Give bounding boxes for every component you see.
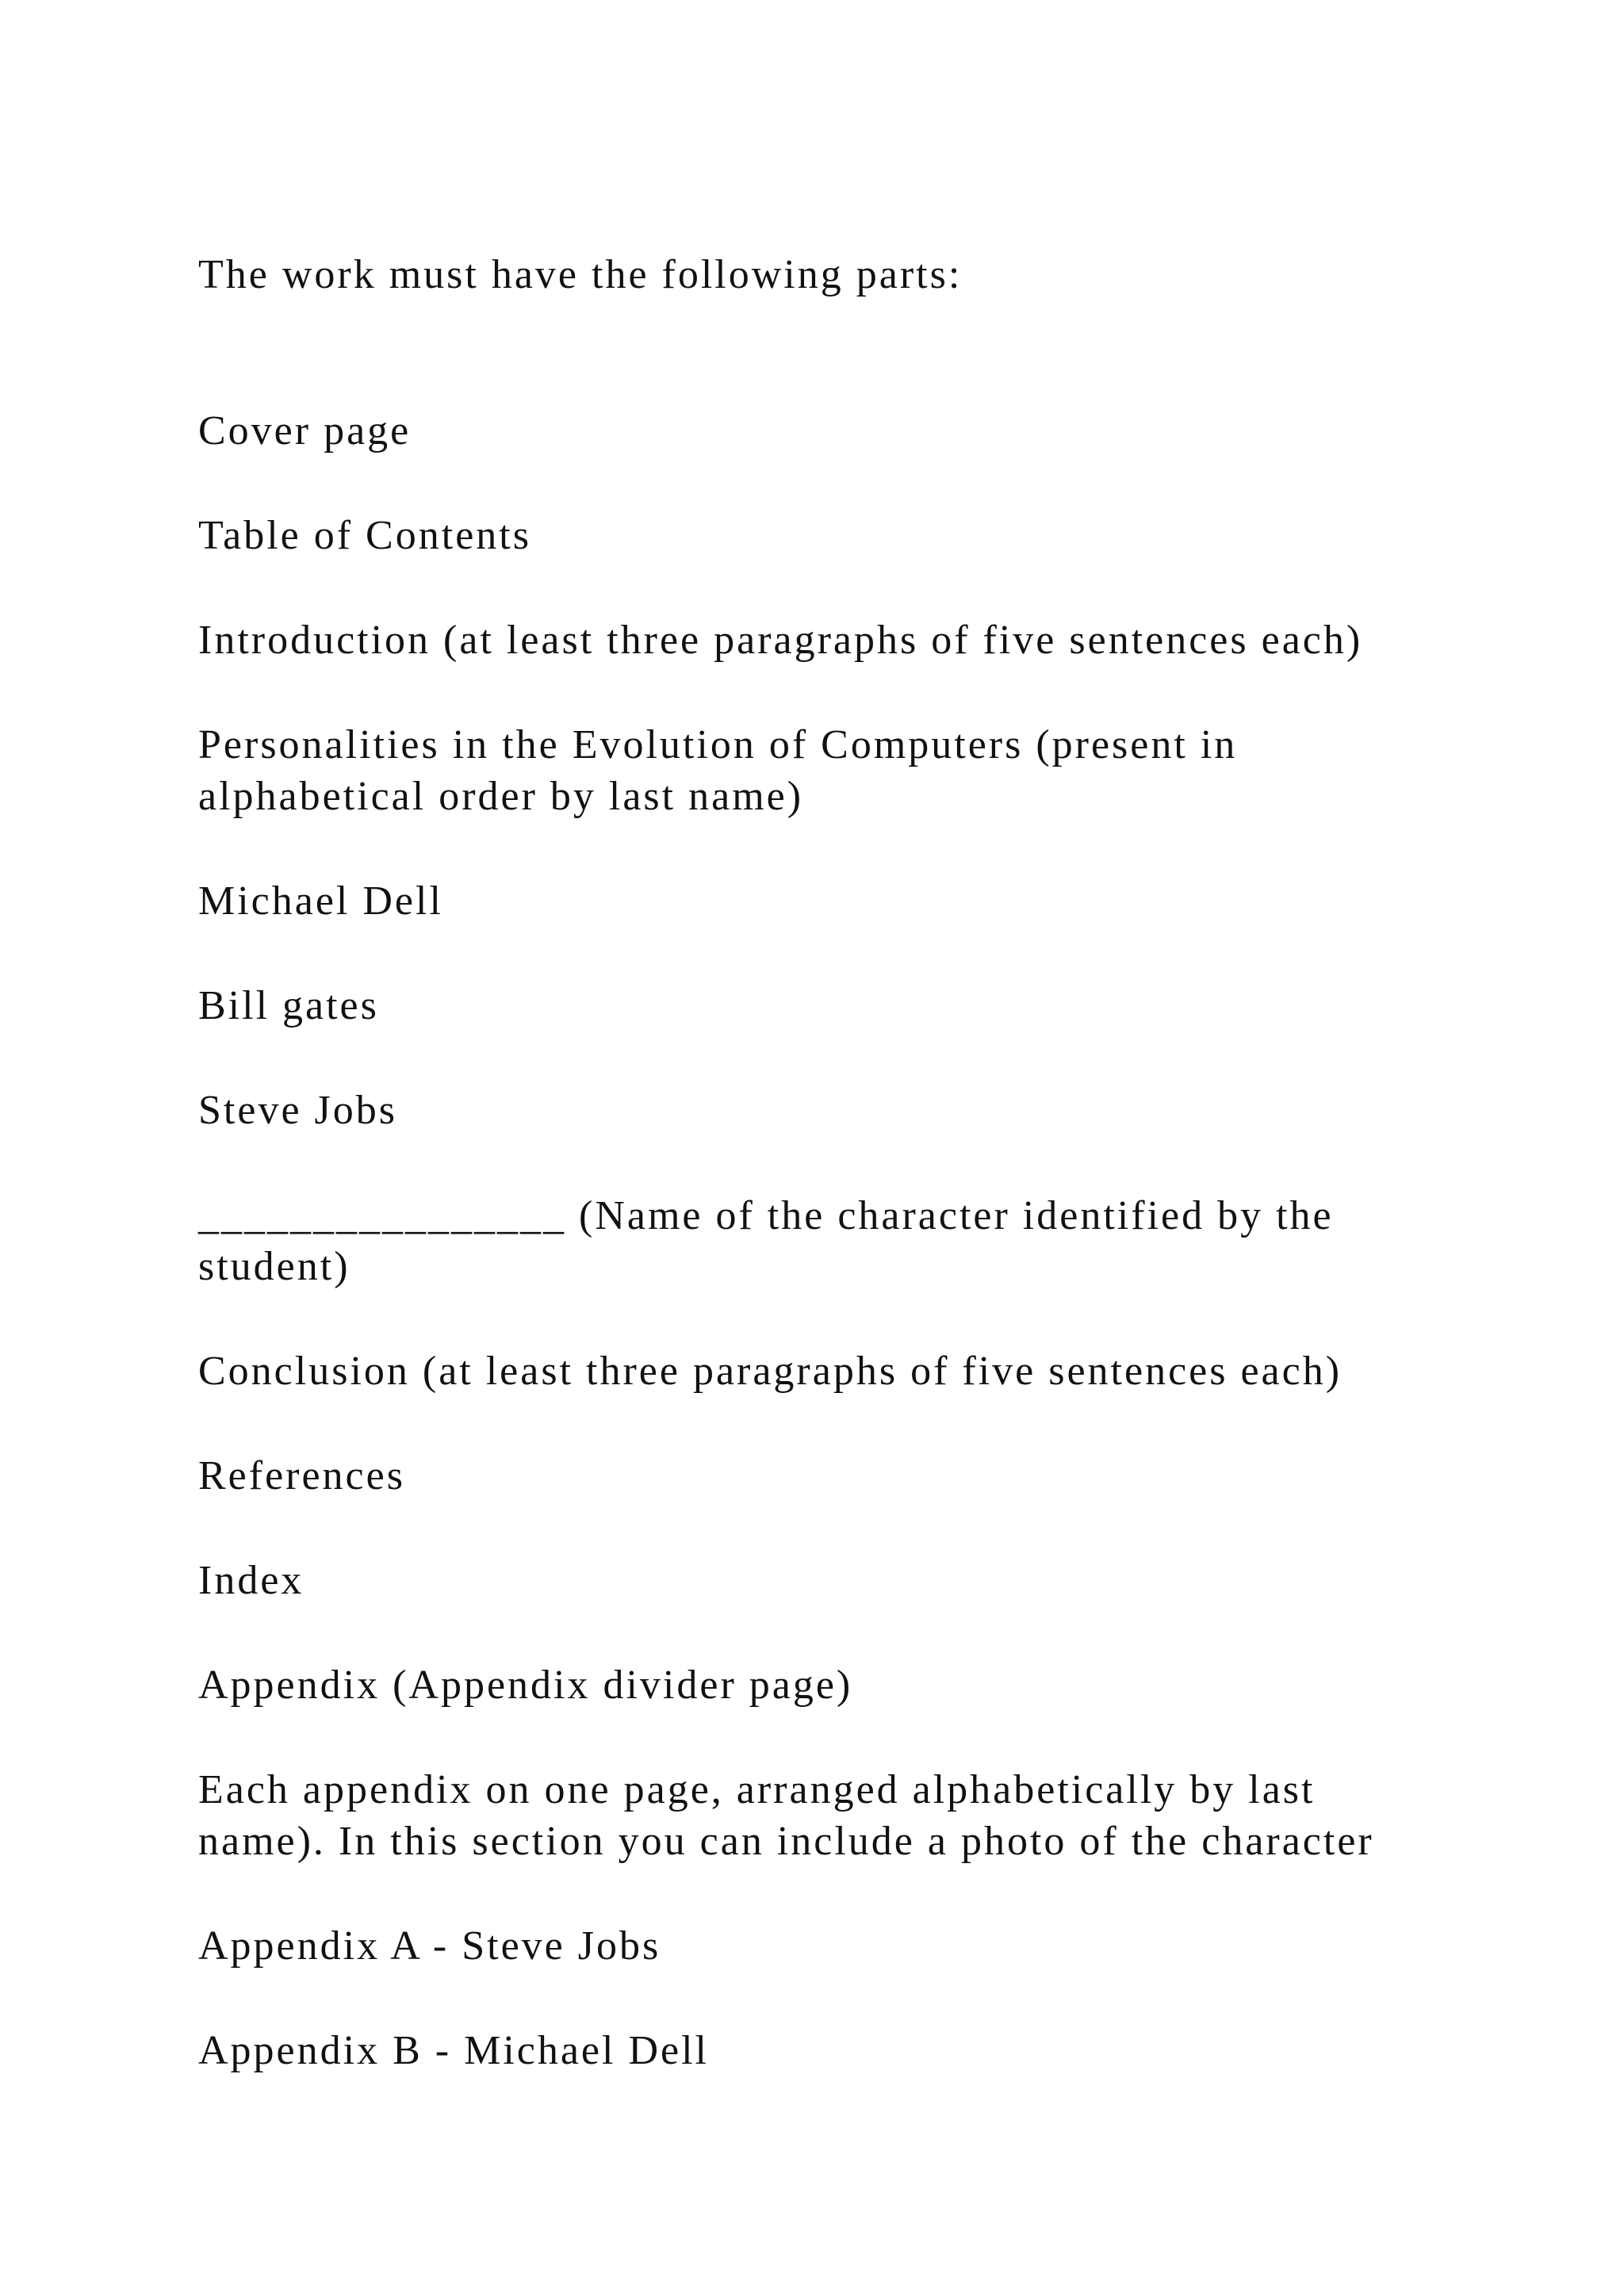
item-appendix-note-line-1: Each appendix on one page, arranged alphabetically by last xyxy=(198,1767,1316,1812)
item-bill-gates: Bill gates xyxy=(198,983,379,1028)
item-appendix-a: Appendix A - Steve Jobs xyxy=(198,1923,661,1969)
item-table-of-contents: Table of Contents xyxy=(198,513,531,558)
item-appendix-note-line-2: name). In this section you can include a photo of the character xyxy=(198,1819,1374,1864)
item-conclusion: Conclusion (at least three paragraphs of five sentences each) xyxy=(198,1349,1342,1394)
item-personalities-line-2: alphabetical order by last name) xyxy=(198,774,804,819)
item-michael-dell: Michael Dell xyxy=(198,878,443,924)
item-cover-page: Cover page xyxy=(198,408,412,453)
item-index: Index xyxy=(198,1558,304,1603)
item-introduction: Introduction (at least three paragraphs of five sentences each) xyxy=(198,618,1363,663)
item-appendix-b: Appendix B - Michael Dell xyxy=(198,2028,709,2073)
item-references: References xyxy=(198,1453,405,1498)
intro-line: The work must have the following parts: xyxy=(198,252,963,297)
item-personalities-line-1: Personalities in the Evolution of Computers (present in xyxy=(198,722,1238,767)
item-appendix: Appendix (Appendix divider page) xyxy=(198,1663,853,1708)
item-blank-character-line-2: student) xyxy=(198,1244,350,1289)
item-steve-jobs: Steve Jobs xyxy=(198,1088,397,1133)
item-blank-character-line-1: ________________ (Name of the character identified by the xyxy=(198,1193,1334,1238)
